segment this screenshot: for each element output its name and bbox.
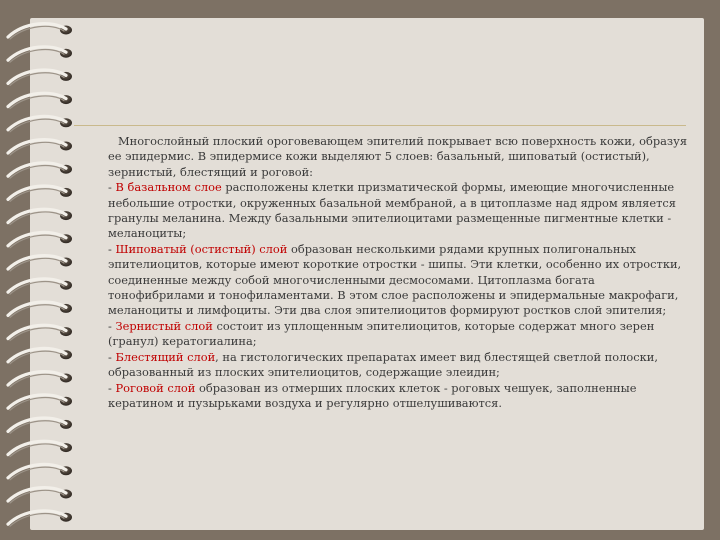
layer-prefix: - <box>108 380 116 395</box>
binding-ring <box>8 348 72 363</box>
layer-prefix: - <box>108 349 116 364</box>
layer-item <box>108 242 693 319</box>
binding-ring <box>8 488 72 503</box>
binding-ring <box>8 186 72 201</box>
binding-ring <box>8 511 72 526</box>
binding-ring <box>8 116 72 131</box>
layer-name: Роговой слой <box>115 380 196 395</box>
intro-paragraph: Многослойный плоский ороговевающем эпителий покрывает всю поверхность кожи, образуя ее эпидермис. В эпидермисе кожи выделяют 5 слоев: базальный, шиповатый (остистый), зернистый, блестящий и роговой: <box>108 134 688 179</box>
layer-description: образован несколькими рядами крупных полигональных эпителиоцитов, которые имеют короткие отростки - шипы. Эти клетки, особенно их отростки, соединенные между собой многочисленными десмосомами. Цитоплазма богата тонофибрилами и тонофиламентами. В этом слое расположены и эпидермальные макрофаги, меланоциты и лимфоциты. Эти два слоя эпителиоцитов формируют ростков слой эпителия; <box>108 241 682 318</box>
binding-ring <box>8 256 72 271</box>
layer-name: Блестящий слой <box>115 349 216 364</box>
binding-ring <box>8 24 72 39</box>
binding-ring <box>8 93 72 108</box>
layer-name: Зернистый слой <box>115 318 213 333</box>
binding-ring <box>8 464 72 479</box>
layer-description: , на гистологических препаратах имеет вид блестящей светлой полоски, образованный из плоских эпителиоцитов, содержащие элеидин; <box>108 349 658 380</box>
text-body <box>108 134 693 411</box>
binding-ring <box>8 418 72 433</box>
layer-prefix: - <box>108 241 116 256</box>
binding-ring <box>8 302 72 317</box>
binding-ring <box>8 140 72 155</box>
binding-ring <box>8 372 72 387</box>
binding-ring <box>8 209 72 224</box>
binding-ring <box>8 47 72 62</box>
layer-item <box>108 381 693 412</box>
binding-ring <box>8 279 72 294</box>
binding-ring <box>8 441 72 456</box>
binding-ring <box>8 395 72 410</box>
binding-ring <box>8 163 72 178</box>
layer-name: Шиповатый (остистый) слой <box>115 241 288 256</box>
layer-description: расположены клетки призматической формы, имеющие многочисленные небольшие отростки, окруженных базальной мембраной, а в цитоплазме над ядром является гранулы меланина. Между базальными эпителиоцитами размещенные пигментные клетки - меланоциты; <box>108 180 676 241</box>
layer-prefix: - <box>108 318 116 333</box>
header-divider <box>74 125 686 126</box>
layer-description: образован из отмерших плоских клеток - роговых чешуек, заполненные кератином и пузырьками воздуха и регулярно отшелушиваются. <box>108 380 637 410</box>
binding-ring <box>8 232 72 247</box>
layer-prefix: - <box>108 180 116 195</box>
spiral-binding-icon <box>0 0 80 540</box>
layers-list <box>108 180 693 411</box>
layer-description: состоит из уплощенным эпителиоцитов, которые содержат много зерен (гранул) кератогиалина; <box>108 318 655 349</box>
layer-name: В базальном слое <box>115 180 222 195</box>
binding-ring <box>8 70 72 85</box>
binding-ring <box>8 325 72 340</box>
layer-item <box>108 180 693 242</box>
layer-item <box>108 350 693 381</box>
layer-item <box>108 319 693 350</box>
